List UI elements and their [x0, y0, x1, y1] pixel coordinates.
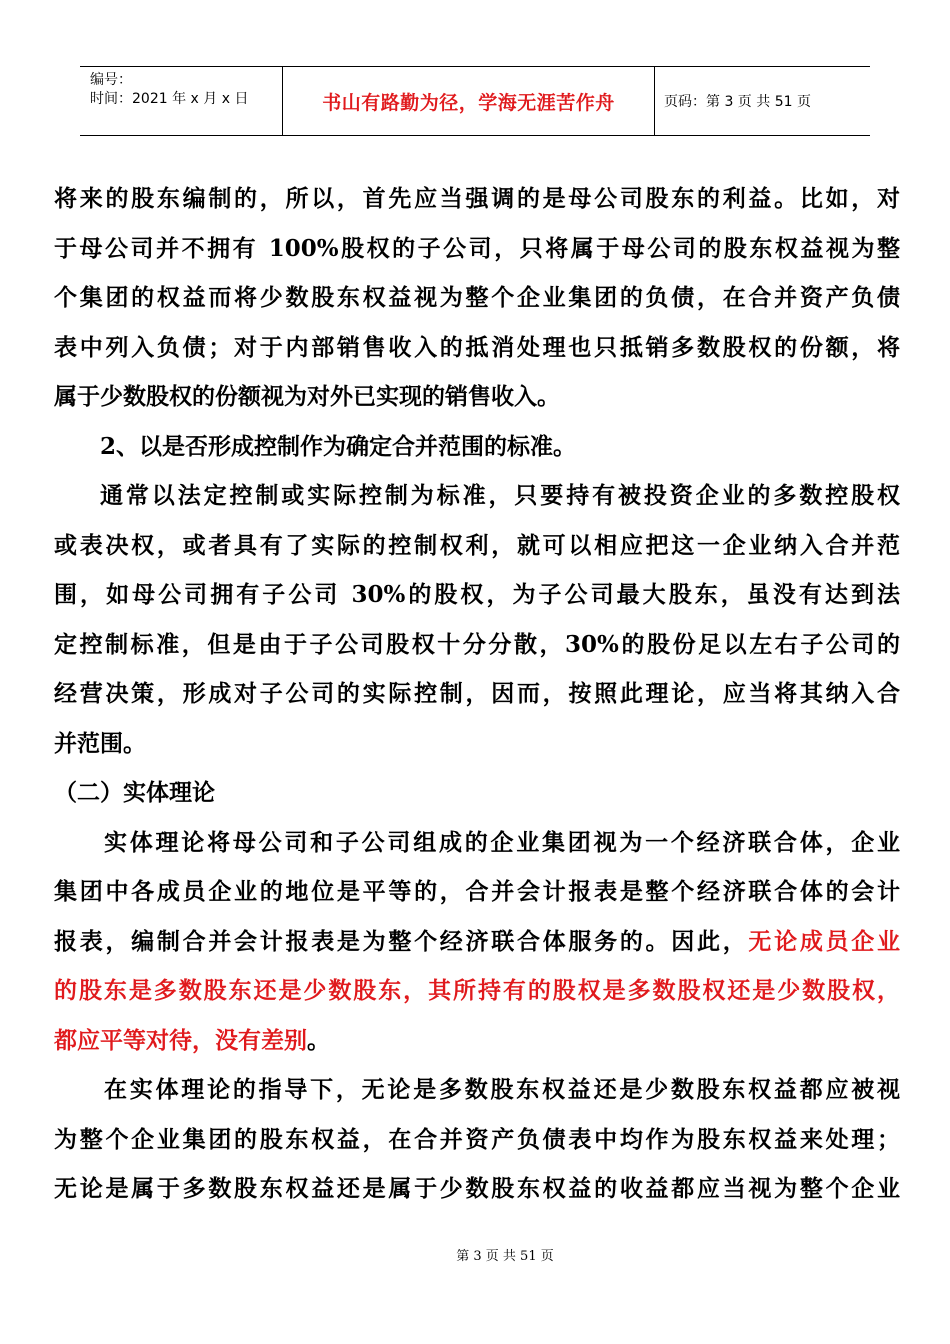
highlighted-text: 无论成员企业 — [748, 927, 900, 955]
page-footer: 第 3 页 共 51 页 — [456, 1249, 554, 1264]
body-line: 集团中各成员企业的地位是平等的，合并会计报表是整个经济联合体的会计 — [54, 878, 900, 905]
body-line-mixed — [54, 917, 900, 967]
body-line: 并范围。 — [54, 729, 146, 757]
body-line: 于母公司并不拥有 100%股权的子公司，只将属于母公司的股东权益视为整 — [54, 234, 900, 262]
section-heading-entity-theory: （二）实体理论 — [54, 779, 215, 806]
header-motto: 书山有路勤为径，学海无涯苦作舟 — [282, 67, 655, 135]
document-date-label: 时间：2021 年 x 月 x 日 — [90, 91, 249, 107]
document-body — [54, 174, 900, 1214]
highlighted-text: 都应平等对待，没有差别 — [54, 1026, 307, 1054]
body-text: 。 — [307, 1026, 330, 1054]
body-line: 无论是属于多数股东权益还是属于少数股东权益的收益都应当视为整个企业 — [54, 1175, 900, 1202]
body-line: 为整个企业集团的股东权益，在合并资产负债表中均作为股东权益来处理； — [54, 1125, 900, 1153]
header-meta — [80, 67, 282, 135]
body-line: 个集团的权益而将少数股东权益视为整个企业集团的负债，在合并资产负债 — [54, 284, 900, 311]
body-text: 报表，编制合并会计报表是为整个经济联合体服务的。因此， — [54, 927, 749, 955]
body-line: 在实体理论的指导下，无论是多数股东权益还是少数股东权益都应被视 — [104, 1076, 900, 1103]
body-line: 实体理论将母公司和子公司组成的企业集团视为一个经济联合体，企业 — [104, 828, 900, 856]
body-line: 或表决权，或者具有了实际的控制权利，就可以相应把这一企业纳入合并范 — [54, 531, 900, 559]
body-line: 表中列入负债；对于内部销售收入的抵消处理也只抵销多数股权的份额，将 — [54, 333, 900, 361]
body-line-mixed — [54, 1016, 900, 1066]
header-page-info: 页码：第 3 页 共 51 页 — [664, 94, 811, 110]
document-number-label: 编号： — [90, 72, 132, 88]
body-line: 定控制标准，但是由于子公司股权十分分散，30%的股份足以左右子公司的 — [54, 630, 900, 658]
body-line: 通常以法定控制或实际控制为标准，只要持有被投资企业的多数控股权 — [100, 482, 900, 509]
highlighted-line: 的股东是多数股东还是少数股东，其所持有的股权是多数股权还是少数股权， — [54, 977, 900, 1004]
page-header — [80, 66, 870, 136]
body-line: 围，如母公司拥有子公司 30%的股权，为子公司最大股东，虽没有达到法 — [54, 581, 900, 608]
section-heading-2: 2、以是否形成控制作为确定合并范围的标准。 — [100, 432, 577, 460]
body-line: 属于少数股权的份额视为对外已实现的销售收入。 — [54, 383, 560, 410]
body-line: 将来的股东编制的，所以，首先应当强调的是母公司股东的利益。比如，对 — [54, 185, 900, 212]
body-line: 经营决策，形成对子公司的实际控制，因而，按照此理论，应当将其纳入合 — [54, 680, 900, 707]
